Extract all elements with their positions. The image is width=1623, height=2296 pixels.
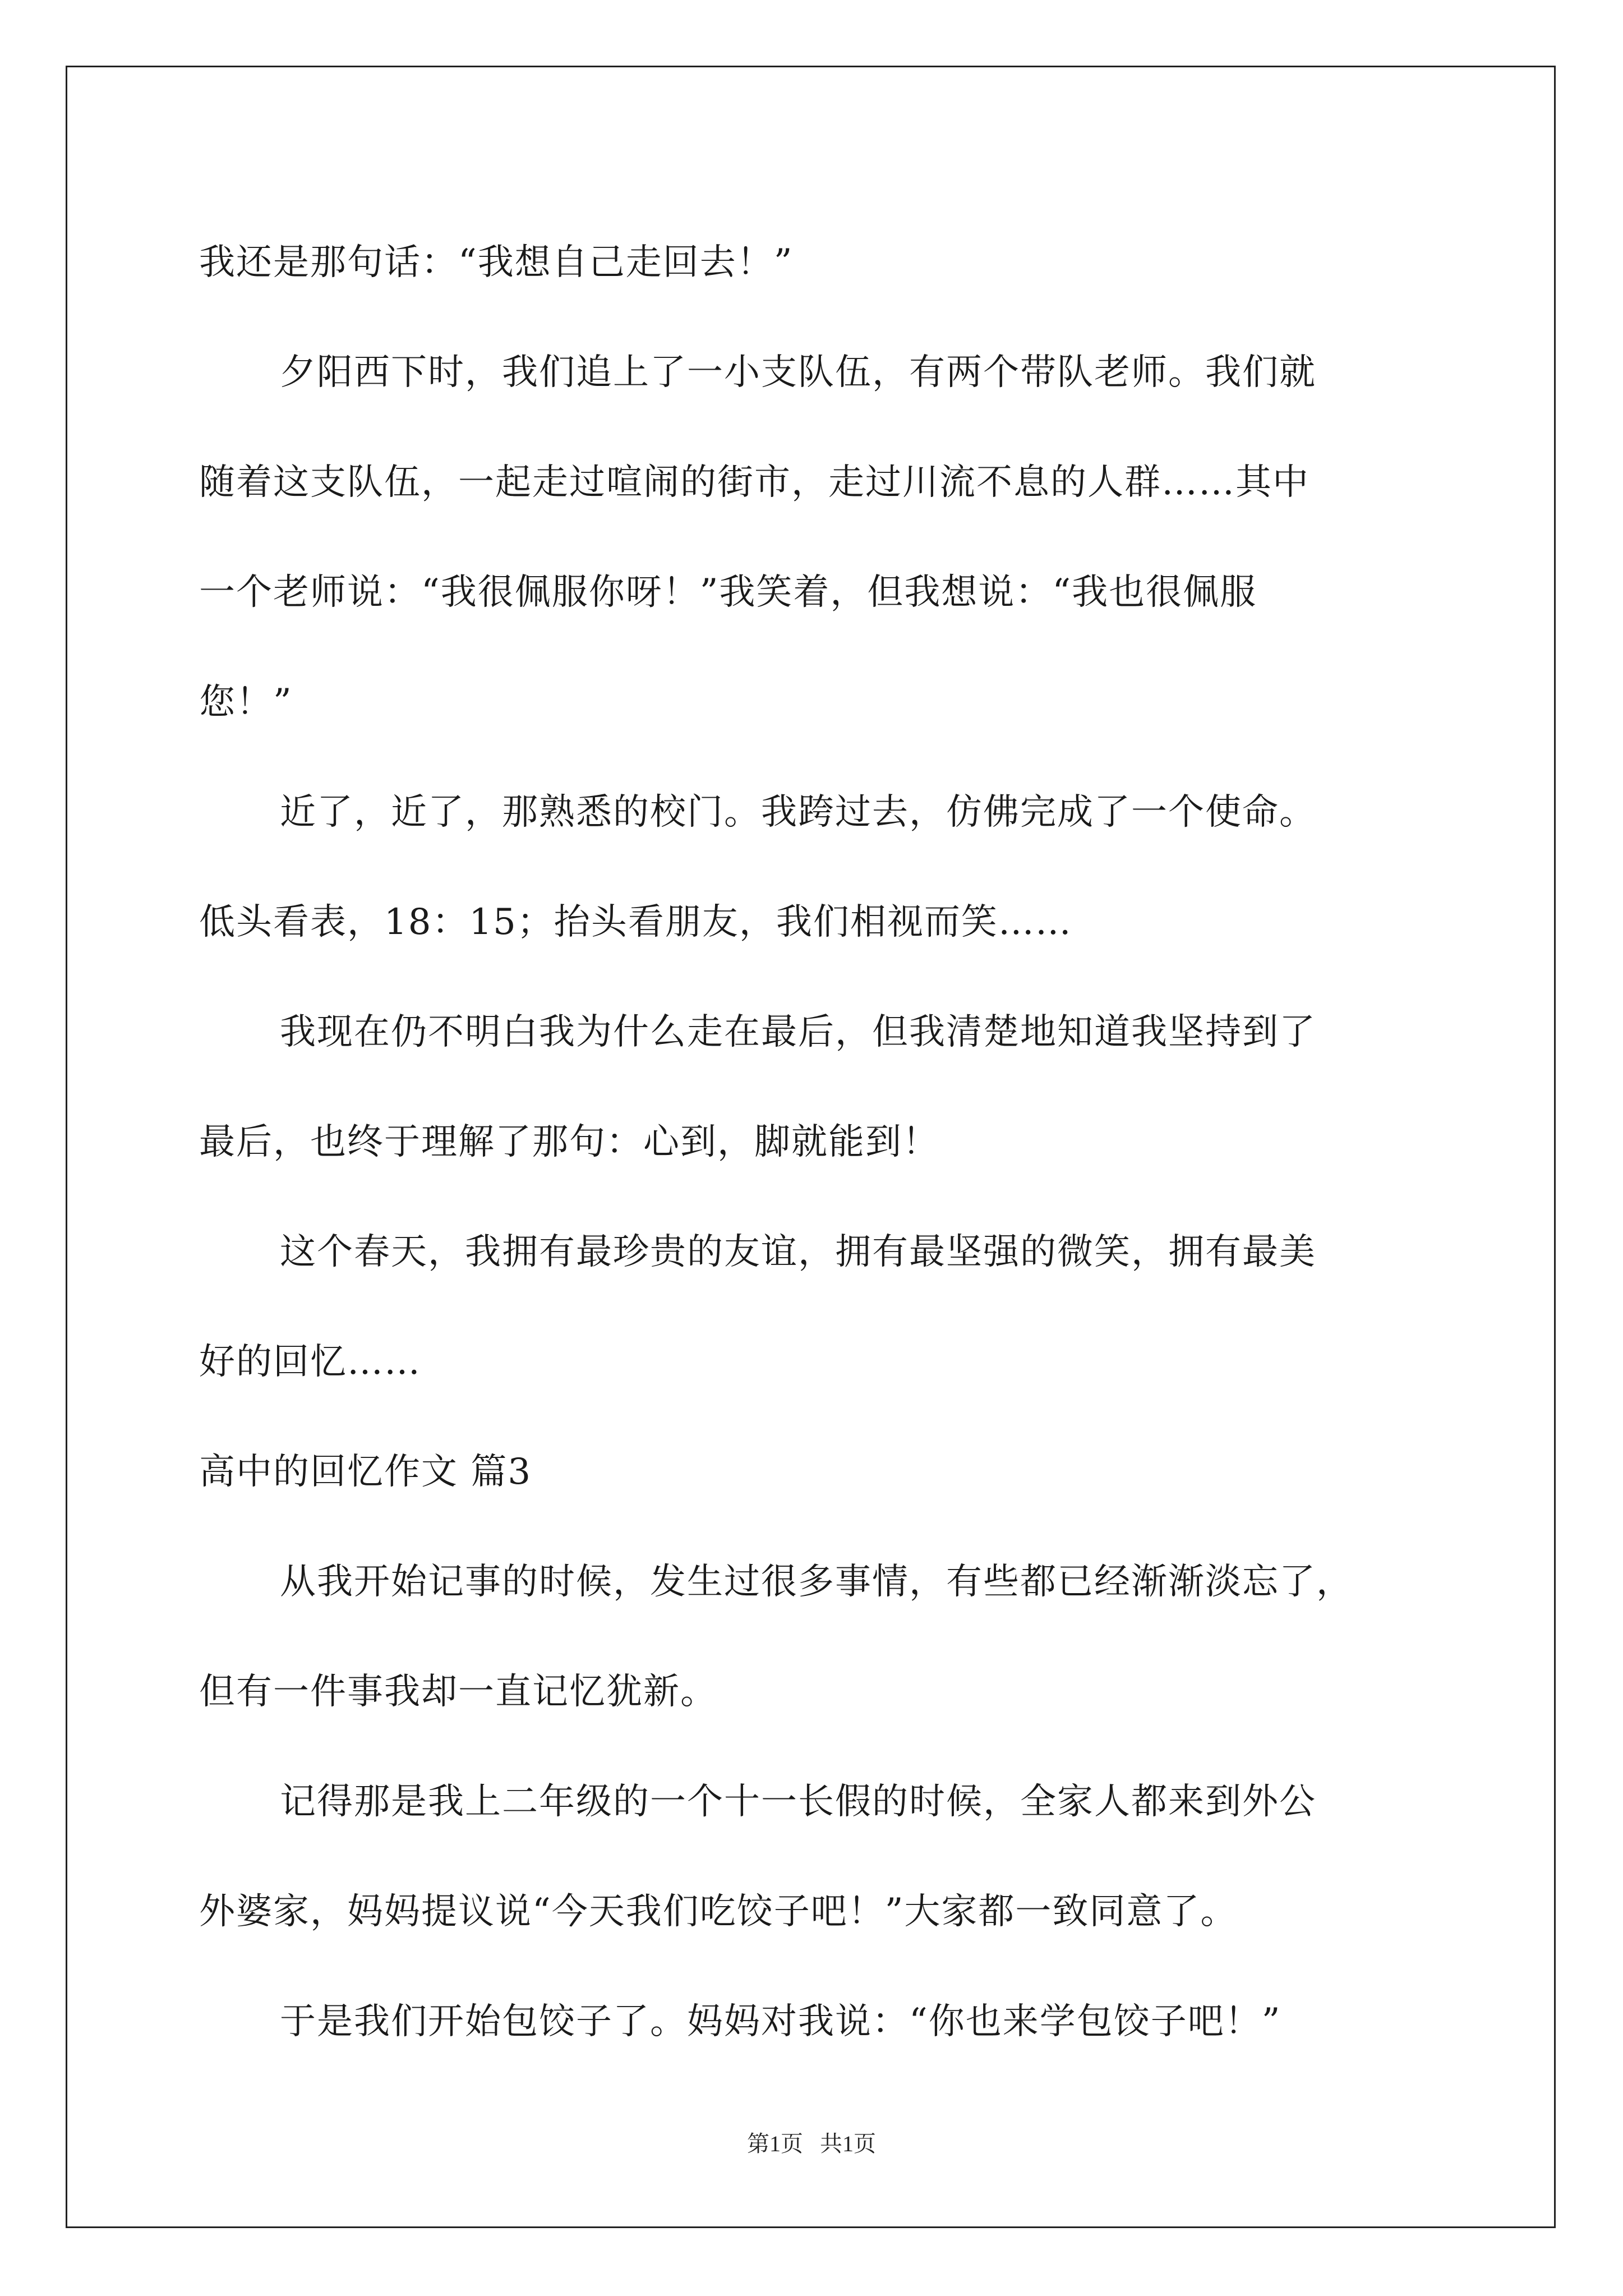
text-line: 记得那是我上二年级的一个十一长假的时候，全家人都来到外公 [280,1781,1316,1823]
text-line: 一个老师说：“我很佩服你呀！”我笑着，但我想说：“我也很佩服 [199,572,1257,613]
text-line: 我还是那句话：“我想自己走回去！” [199,242,794,283]
text-line: 我现在仍不明白我为什么走在最后，但我清楚地知道我坚持到了 [280,1011,1316,1053]
text-line: 低头看表，18：15；抬头看朋友，我们相视而笑…… [199,901,1072,943]
text-line: 夕阳西下时，我们追上了一小支队伍，有两个带队老师。我们就 [280,352,1316,393]
text-line: 这个春天，我拥有最珍贵的友谊，拥有最坚强的微笑，拥有最美 [280,1231,1316,1273]
text-line: 好的回忆…… [199,1341,421,1383]
text-line: 您！” [199,682,293,723]
text-line: 外婆家，妈妈提议说“今天我们吃饺子吧！”大家都一致同意了。 [199,1891,1238,1932]
text-line: 随着这支队伍，一起走过喧闹的街市，走过川流不息的人群……其中 [199,462,1310,503]
page-footer: 第1页 共1页 [747,2131,876,2156]
text-line: 但有一件事我却一直记忆犹新。 [199,1671,717,1713]
section-heading: 高中的回忆作文 篇3 [199,1451,532,1493]
text-line: 于是我们开始包饺子了。妈妈对我说：“你也来学包饺子吧！” [280,2001,1281,2042]
text-line: 最后，也终于理解了那句：心到，脚就能到！ [199,1121,939,1163]
text-line: 从我开始记事的时候，发生过很多事情，有些都已经渐渐淡忘了， [280,1561,1353,1603]
text-line: 近了，近了，那熟悉的校门。我跨过去，仿佛完成了一个使命。 [280,792,1316,833]
document-body [199,208,1444,2077]
